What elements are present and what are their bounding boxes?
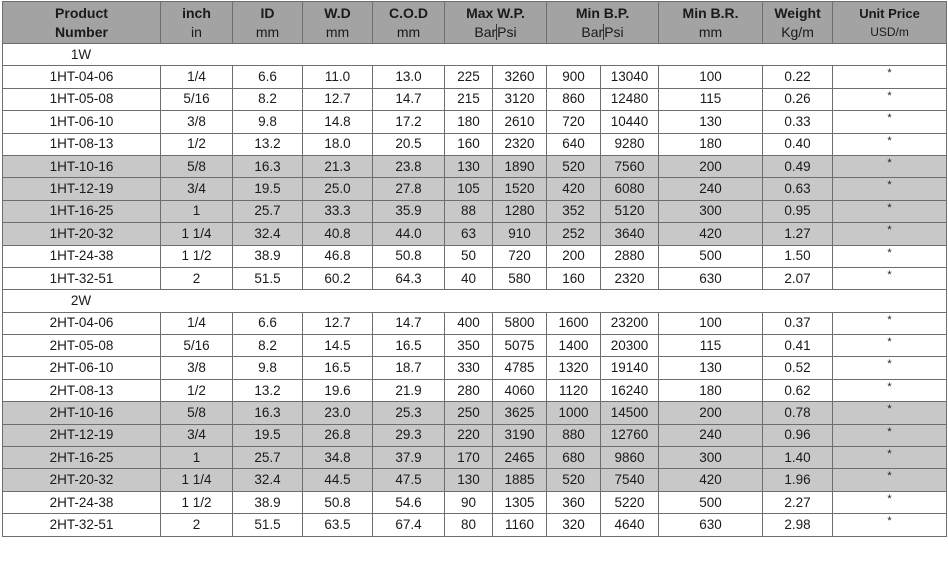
cell-id: 8.2 [233, 88, 303, 110]
cell-wd: 26.8 [303, 424, 373, 446]
cell-bp-bar: 1000 [547, 402, 601, 424]
cell-wp-psi: 3190 [493, 424, 547, 446]
cell-cod: 44.0 [373, 223, 445, 245]
table-row [3, 379, 947, 401]
cell-bp-bar: 640 [547, 133, 601, 155]
cell-wp-psi: 1890 [493, 155, 547, 177]
cell-inch: 3/8 [161, 111, 233, 133]
cell-product: 1HT-08-13 [3, 133, 161, 155]
cell-br: 300 [659, 200, 763, 222]
cell-id: 8.2 [233, 335, 303, 357]
cell-wp-bar: 215 [445, 88, 493, 110]
cell-weight: 0.62 [763, 379, 833, 401]
cell-bp-psi: 14500 [601, 402, 659, 424]
cell-product: 1HT-06-10 [3, 111, 161, 133]
cell-weight: 0.26 [763, 88, 833, 110]
cell-price: * [833, 379, 947, 401]
cell-wp-psi: 1520 [493, 178, 547, 200]
cell-wd: 40.8 [303, 223, 373, 245]
cell-price: * [833, 245, 947, 267]
cell-br: 200 [659, 155, 763, 177]
header-max-wp-bar: Bar [474, 24, 497, 40]
cell-weight: 0.33 [763, 111, 833, 133]
header-max-wp: Max W.P. BarPsi [445, 2, 547, 44]
cell-price: * [833, 335, 947, 357]
cell-wp-bar: 105 [445, 178, 493, 200]
cell-inch: 1 1/2 [161, 491, 233, 513]
header-wd: W.D mm [303, 2, 373, 44]
cell-id: 16.3 [233, 402, 303, 424]
group-label-cell [3, 290, 947, 312]
cell-id: 38.9 [233, 245, 303, 267]
cell-bp-psi: 19140 [601, 357, 659, 379]
cell-inch: 3/4 [161, 424, 233, 446]
cell-price: * [833, 402, 947, 424]
cell-weight: 1.27 [763, 223, 833, 245]
cell-wd: 11.0 [303, 66, 373, 88]
cell-weight: 0.41 [763, 335, 833, 357]
cell-bp-psi: 7560 [601, 155, 659, 177]
table-row [3, 447, 947, 469]
cell-id: 32.4 [233, 469, 303, 491]
cell-wp-bar: 80 [445, 514, 493, 536]
cell-bp-bar: 420 [547, 178, 601, 200]
cell-id: 9.8 [233, 357, 303, 379]
cell-cod: 64.3 [373, 267, 445, 289]
cell-wp-bar: 225 [445, 66, 493, 88]
table-row [3, 155, 947, 177]
cell-bp-psi: 20300 [601, 335, 659, 357]
cell-price: * [833, 491, 947, 513]
header-cod: C.O.D mm [373, 2, 445, 44]
table-row [3, 88, 947, 110]
cell-product: 2HT-08-13 [3, 379, 161, 401]
cell-id: 51.5 [233, 267, 303, 289]
cell-wp-bar: 250 [445, 402, 493, 424]
cell-br: 300 [659, 447, 763, 469]
table-row [3, 469, 947, 491]
cell-cod: 14.7 [373, 312, 445, 334]
cell-bp-psi: 9860 [601, 447, 659, 469]
cell-wd: 16.5 [303, 357, 373, 379]
cell-price: * [833, 200, 947, 222]
header-row [3, 2, 947, 44]
table-row [3, 424, 947, 446]
cell-wp-bar: 280 [445, 379, 493, 401]
header-unit-price: Unit Price USD/m [833, 2, 947, 44]
cell-wd: 60.2 [303, 267, 373, 289]
cell-weight: 0.63 [763, 178, 833, 200]
table-row [3, 335, 947, 357]
cell-cod: 67.4 [373, 514, 445, 536]
cell-bp-psi: 7540 [601, 469, 659, 491]
group-row [3, 290, 947, 312]
cell-wp-psi: 5800 [493, 312, 547, 334]
cell-id: 16.3 [233, 155, 303, 177]
cell-wp-psi: 1885 [493, 469, 547, 491]
cell-id: 51.5 [233, 514, 303, 536]
cell-product: 2HT-10-16 [3, 402, 161, 424]
cell-id: 38.9 [233, 491, 303, 513]
cell-wp-bar: 63 [445, 223, 493, 245]
cell-cod: 13.0 [373, 66, 445, 88]
cell-wp-psi: 1160 [493, 514, 547, 536]
cell-bp-bar: 1120 [547, 379, 601, 401]
cell-wp-psi: 2320 [493, 133, 547, 155]
cell-inch: 5/16 [161, 335, 233, 357]
table-row [3, 66, 947, 88]
cell-bp-psi: 23200 [601, 312, 659, 334]
cell-bp-psi: 10440 [601, 111, 659, 133]
cell-weight: 0.78 [763, 402, 833, 424]
cell-bp-bar: 880 [547, 424, 601, 446]
cell-bp-bar: 1320 [547, 357, 601, 379]
cell-cod: 16.5 [373, 335, 445, 357]
cell-weight: 2.07 [763, 267, 833, 289]
cell-bp-psi: 2880 [601, 245, 659, 267]
cell-price: * [833, 447, 947, 469]
cell-id: 6.6 [233, 312, 303, 334]
cell-wp-psi: 1305 [493, 491, 547, 513]
cell-id: 13.2 [233, 133, 303, 155]
cell-br: 240 [659, 424, 763, 446]
cell-cod: 29.3 [373, 424, 445, 446]
cell-price: * [833, 111, 947, 133]
cell-wd: 23.0 [303, 402, 373, 424]
cell-inch: 5/8 [161, 155, 233, 177]
table-row [3, 357, 947, 379]
cell-inch: 1/2 [161, 379, 233, 401]
cell-bp-bar: 1600 [547, 312, 601, 334]
cell-price: * [833, 267, 947, 289]
cell-wd: 12.7 [303, 88, 373, 110]
header-weight: Weight Kg/m [763, 2, 833, 44]
cell-wp-psi: 3260 [493, 66, 547, 88]
table-row [3, 491, 947, 513]
cell-bp-psi: 5120 [601, 200, 659, 222]
cell-wp-bar: 130 [445, 155, 493, 177]
cell-id: 6.6 [233, 66, 303, 88]
cell-cod: 35.9 [373, 200, 445, 222]
cell-bp-bar: 160 [547, 267, 601, 289]
table-row [3, 402, 947, 424]
cell-wp-psi: 2465 [493, 447, 547, 469]
cell-wd: 46.8 [303, 245, 373, 267]
cell-br: 630 [659, 267, 763, 289]
cell-wp-psi: 4785 [493, 357, 547, 379]
cell-product: 1HT-16-25 [3, 200, 161, 222]
cell-weight: 0.52 [763, 357, 833, 379]
cell-br: 100 [659, 66, 763, 88]
cell-bp-psi: 9280 [601, 133, 659, 155]
table-row [3, 178, 947, 200]
cell-br: 500 [659, 245, 763, 267]
cell-wd: 12.7 [303, 312, 373, 334]
cell-bp-bar: 320 [547, 514, 601, 536]
cell-wd: 19.6 [303, 379, 373, 401]
cell-wd: 14.8 [303, 111, 373, 133]
cell-bp-bar: 720 [547, 111, 601, 133]
cell-id: 32.4 [233, 223, 303, 245]
header-product-number: Product Number [3, 2, 161, 44]
cell-product: 1HT-32-51 [3, 267, 161, 289]
cell-weight: 1.40 [763, 447, 833, 469]
cell-product: 1HT-05-08 [3, 88, 161, 110]
cell-weight: 0.49 [763, 155, 833, 177]
cell-bp-bar: 200 [547, 245, 601, 267]
cell-cod: 18.7 [373, 357, 445, 379]
cell-wd: 33.3 [303, 200, 373, 222]
cell-cod: 14.7 [373, 88, 445, 110]
cell-wd: 21.3 [303, 155, 373, 177]
cell-bp-psi: 2320 [601, 267, 659, 289]
cell-inch: 1 [161, 447, 233, 469]
cell-inch: 3/4 [161, 178, 233, 200]
cell-bp-psi: 13040 [601, 66, 659, 88]
table-row [3, 245, 947, 267]
cell-inch: 3/8 [161, 357, 233, 379]
cell-weight: 2.27 [763, 491, 833, 513]
cell-price: * [833, 88, 947, 110]
cell-wd: 50.8 [303, 491, 373, 513]
cell-inch: 2 [161, 267, 233, 289]
cell-product: 2HT-20-32 [3, 469, 161, 491]
cell-cod: 37.9 [373, 447, 445, 469]
header-min-br: Min B.R. mm [659, 2, 763, 44]
cell-price: * [833, 155, 947, 177]
cell-id: 9.8 [233, 111, 303, 133]
cell-product: 2HT-16-25 [3, 447, 161, 469]
cell-wd: 63.5 [303, 514, 373, 536]
cell-br: 180 [659, 133, 763, 155]
table-row [3, 267, 947, 289]
cell-br: 240 [659, 178, 763, 200]
cell-product: 1HT-10-16 [3, 155, 161, 177]
cell-product: 2HT-06-10 [3, 357, 161, 379]
cell-wd: 18.0 [303, 133, 373, 155]
cell-product: 1HT-04-06 [3, 66, 161, 88]
cell-cod: 50.8 [373, 245, 445, 267]
cell-wp-bar: 160 [445, 133, 493, 155]
cell-inch: 5/16 [161, 88, 233, 110]
cell-wp-bar: 350 [445, 335, 493, 357]
cell-price: * [833, 133, 947, 155]
cell-product: 2HT-04-06 [3, 312, 161, 334]
cell-br: 500 [659, 491, 763, 513]
cell-br: 130 [659, 111, 763, 133]
cell-inch: 5/8 [161, 402, 233, 424]
cell-wp-bar: 130 [445, 469, 493, 491]
cell-br: 630 [659, 514, 763, 536]
cell-inch: 1/4 [161, 312, 233, 334]
cell-br: 115 [659, 88, 763, 110]
table-row [3, 200, 947, 222]
cell-weight: 0.96 [763, 424, 833, 446]
group-label-cell [3, 44, 947, 66]
cell-wp-psi: 3625 [493, 402, 547, 424]
cell-br: 420 [659, 223, 763, 245]
cell-inch: 1/2 [161, 133, 233, 155]
header-id: ID mm [233, 2, 303, 44]
table-row [3, 111, 947, 133]
cell-product: 2HT-32-51 [3, 514, 161, 536]
header-max-wp-psi: Psi [497, 24, 517, 40]
hose-spec-table [2, 1, 947, 537]
table-row [3, 133, 947, 155]
cell-product: 2HT-24-38 [3, 491, 161, 513]
cell-wp-psi: 720 [493, 245, 547, 267]
cell-bp-bar: 860 [547, 88, 601, 110]
cell-price: * [833, 469, 947, 491]
cell-bp-bar: 900 [547, 66, 601, 88]
cell-price: * [833, 514, 947, 536]
cell-product: 2HT-12-19 [3, 424, 161, 446]
cell-wp-bar: 330 [445, 357, 493, 379]
cell-wp-bar: 88 [445, 200, 493, 222]
cell-wd: 44.5 [303, 469, 373, 491]
header-min-bp-psi: Psi [604, 24, 624, 40]
cell-weight: 0.37 [763, 312, 833, 334]
cell-wp-bar: 180 [445, 111, 493, 133]
group-label: 1W [70, 46, 92, 62]
cell-id: 13.2 [233, 379, 303, 401]
cell-wp-psi: 580 [493, 267, 547, 289]
cell-bp-bar: 520 [547, 469, 601, 491]
cell-bp-bar: 352 [547, 200, 601, 222]
cell-bp-bar: 1400 [547, 335, 601, 357]
cell-br: 180 [659, 379, 763, 401]
cell-id: 25.7 [233, 447, 303, 469]
cell-br: 100 [659, 312, 763, 334]
cell-id: 19.5 [233, 424, 303, 446]
cell-price: * [833, 357, 947, 379]
cell-bp-bar: 520 [547, 155, 601, 177]
cell-cod: 27.8 [373, 178, 445, 200]
cell-wp-bar: 40 [445, 267, 493, 289]
cell-inch: 1 [161, 200, 233, 222]
cell-price: * [833, 424, 947, 446]
cell-wd: 25.0 [303, 178, 373, 200]
cell-inch: 2 [161, 514, 233, 536]
header-min-bp: Min B.P. BarPsi [547, 2, 659, 44]
cell-wp-bar: 170 [445, 447, 493, 469]
cell-cod: 47.5 [373, 469, 445, 491]
cell-product: 2HT-05-08 [3, 335, 161, 357]
cell-product: 1HT-24-38 [3, 245, 161, 267]
cell-cod: 21.9 [373, 379, 445, 401]
table-row [3, 312, 947, 334]
cell-weight: 1.50 [763, 245, 833, 267]
cell-inch: 1 1/4 [161, 469, 233, 491]
cell-cod: 25.3 [373, 402, 445, 424]
cell-id: 25.7 [233, 200, 303, 222]
cell-cod: 17.2 [373, 111, 445, 133]
cell-bp-bar: 252 [547, 223, 601, 245]
cell-bp-psi: 4640 [601, 514, 659, 536]
cell-bp-psi: 6080 [601, 178, 659, 200]
cell-id: 19.5 [233, 178, 303, 200]
cell-product: 1HT-12-19 [3, 178, 161, 200]
cell-weight: 0.22 [763, 66, 833, 88]
cell-bp-psi: 5220 [601, 491, 659, 513]
cell-weight: 1.96 [763, 469, 833, 491]
table-row [3, 514, 947, 536]
cell-product: 1HT-20-32 [3, 223, 161, 245]
cell-cod: 54.6 [373, 491, 445, 513]
cell-br: 200 [659, 402, 763, 424]
cell-bp-psi: 3640 [601, 223, 659, 245]
cell-cod: 20.5 [373, 133, 445, 155]
table-row [3, 223, 947, 245]
cell-wp-psi: 5075 [493, 335, 547, 357]
cell-wp-bar: 220 [445, 424, 493, 446]
cell-wp-psi: 4060 [493, 379, 547, 401]
cell-inch: 1/4 [161, 66, 233, 88]
cell-br: 115 [659, 335, 763, 357]
cell-wp-psi: 3120 [493, 88, 547, 110]
cell-wp-psi: 2610 [493, 111, 547, 133]
cell-wp-psi: 1280 [493, 200, 547, 222]
cell-bp-bar: 680 [547, 447, 601, 469]
cell-br: 420 [659, 469, 763, 491]
cell-weight: 2.98 [763, 514, 833, 536]
cell-wp-bar: 50 [445, 245, 493, 267]
cell-inch: 1 1/4 [161, 223, 233, 245]
header-min-bp-bar: Bar [581, 24, 604, 40]
cell-wp-bar: 90 [445, 491, 493, 513]
cell-wd: 34.8 [303, 447, 373, 469]
cell-inch: 1 1/2 [161, 245, 233, 267]
cell-weight: 0.40 [763, 133, 833, 155]
cell-bp-psi: 12480 [601, 88, 659, 110]
cell-bp-bar: 360 [547, 491, 601, 513]
cell-br: 130 [659, 357, 763, 379]
cell-price: * [833, 66, 947, 88]
cell-bp-psi: 12760 [601, 424, 659, 446]
cell-bp-psi: 16240 [601, 379, 659, 401]
cell-weight: 0.95 [763, 200, 833, 222]
cell-cod: 23.8 [373, 155, 445, 177]
header-inch: inch in [161, 2, 233, 44]
group-label: 2W [70, 292, 92, 308]
cell-price: * [833, 223, 947, 245]
cell-wp-psi: 910 [493, 223, 547, 245]
cell-wd: 14.5 [303, 335, 373, 357]
group-row [3, 44, 947, 66]
cell-price: * [833, 312, 947, 334]
cell-wp-bar: 400 [445, 312, 493, 334]
cell-price: * [833, 178, 947, 200]
